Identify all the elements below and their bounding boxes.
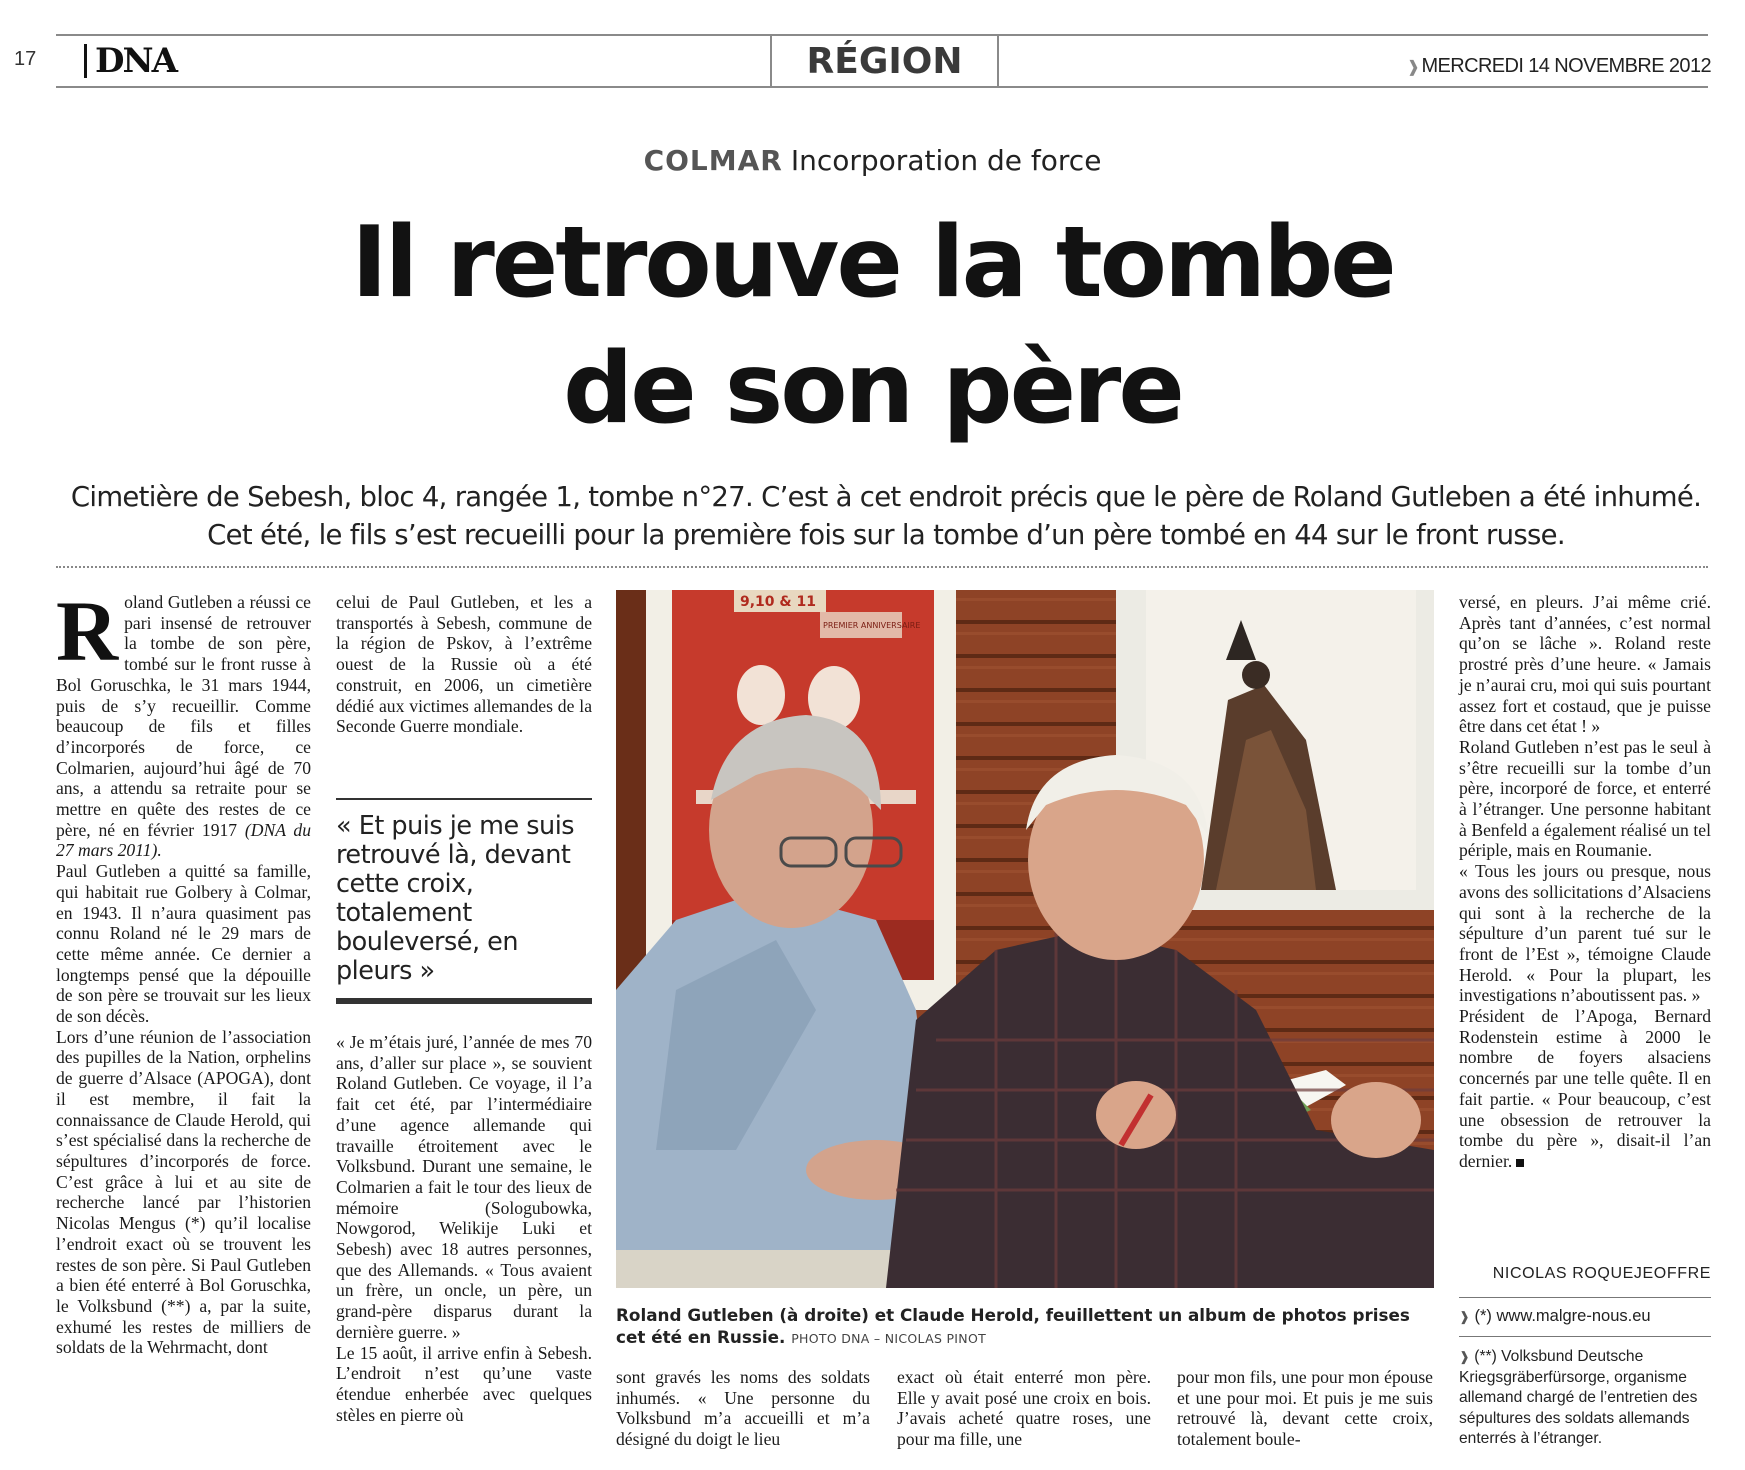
reference: (DNA du 27 mars 2011). <box>56 819 311 861</box>
paragraph: Paul Gutleben a quitté sa famille, qui habitait rue Golbery à Colmar, en 1943. Il n’aura quasiment pas connu Roland né le 29 mars de cette même année. Ce dernier a longtemps pensé que la dépouille de son père se trouvait sur les lieux de son décès. <box>56 861 311 1027</box>
author-signature: NICOLAS ROQUEJEOFFRE <box>1492 1265 1711 1282</box>
headline-line-1: Il retrouve la tombe <box>351 206 1394 320</box>
newspaper-logo: DNA <box>84 44 176 78</box>
body-column-1 <box>56 583 311 1358</box>
arrow-icon: ❱ <box>1459 1309 1470 1324</box>
section-title: RÉGION <box>770 36 999 88</box>
arrow-icon: ❱ <box>1459 1349 1470 1364</box>
paragraph: versé, en pleurs. J’ai même crié. Après tant d’années, c’est normal qu’on se lâche ». Roland reste prostré près d’une heure. « Jamais je n’aurai cru, moi qui suis pourtant assez fort et costaud, que je puisse être dans cet état ! » <box>1459 592 1711 737</box>
pull-quote-text: « Et puis je me suis retrouvé là, devant cette croix, totalement bouleversé, en pleurs » <box>336 811 575 986</box>
paragraph-text: oland Gutleben a réussi ce pari insensé de retrouver la tombe de son père, tombé sur le front russe à Bol Goruschka, le 31 mars 1944, puis de s’y recueillir. Comme beaucoup de fils et filles d’incorporés de force, ce Colmarien, aujourd’hui âgé de 70 ans, a attendu sa retraite pour se mettre en quête des restes de ce père, né en février 1917 <box>56 592 311 840</box>
paragraph <box>56 583 311 861</box>
body-column-3 <box>616 1367 870 1450</box>
note-separator <box>1459 1297 1711 1298</box>
footnote-1 <box>1459 1306 1711 1327</box>
paragraph: exact où était enterré mon père. Elle y avait posé une croix en bois. J’avais acheté quatre roses, une pour ma fille, une <box>897 1367 1151 1450</box>
paragraph <box>1459 1006 1711 1172</box>
paragraph: « Je m’étais juré, l’année de mes 70 ans, d’aller sur place », se souvient Roland Gutleben. Ce voyage, il l’a fait cet été, par l’intermédiaire d’une agence allemande qui travaille étroitement avec le Volksbund. Durant une semaine, le Colmarien a fait le tour des lieux de mémoire (Sologubowka, Nowgorod, Welikije Luki et Sebesh) avec 18 autres personnes, que des Allemands. « Tous avaient un frère, un oncle, un père, un grand-père disparus durant la dernière guerre. » <box>336 1032 592 1342</box>
pull-quote <box>336 798 592 1004</box>
dotted-separator <box>56 566 1708 568</box>
headline-line-2: de son père <box>563 332 1182 446</box>
end-mark-icon <box>1516 1159 1524 1167</box>
footnote-2 <box>1459 1347 1711 1450</box>
article-photo <box>616 590 1434 1288</box>
poster-badge-text: PREMIER ANNIVERSAIRE <box>823 621 921 630</box>
note-separator <box>1459 1336 1711 1337</box>
footnote-text: (**) Volksbund Deutsche Kriegsgräberfürsorge, organisme allemand chargé de l’entretien des sépultures des soldats allemands enterrés à l’étranger. <box>1459 1348 1698 1447</box>
body-column-2-top <box>336 592 592 737</box>
paragraph: sont gravés les noms des soldats inhumés. « Une personne du Volksbund m’a accueilli et m’a désigné du doigt le lieu <box>616 1367 870 1450</box>
page-number: 17 <box>14 48 37 70</box>
poster-date-text: 9,10 & 11 <box>740 594 816 610</box>
kicker-topic: Incorporation de force <box>790 144 1102 177</box>
caption-text: Roland Gutleben (à droite) et Claude Herold, feuillettent un album de photos prises cet été en Russie. <box>616 1305 1410 1347</box>
kicker-place: COLMAR <box>643 144 783 177</box>
photo-caption <box>616 1304 1434 1350</box>
paragraph: « Tous les jours ou presque, nous avons des sollicitations d’Alsaciens qui sont à la recherche de la sépulture d’un parent tué sur le front de l’Est », témoigne Claude Herold. « Pour la plupart, les investigations n’aboutissent pas. » <box>1459 861 1711 1006</box>
arrow-icon: ❱ <box>1406 59 1420 76</box>
footnote-text: (*) www.malgre-nous.eu <box>1474 1307 1651 1325</box>
paragraph: Lors d’une réunion de l’association des pupilles de la Nation, orphelins de guerre d’Alsace (APOGA), dont il est membre, il fait la connaissance de Claude Herold, qui s’est spécialisé dans la recherche de sépultures d’incorporés de force. C’est grâce à lui et au site de recherche lancé par l’historien Nicolas Mengus (*) qu’il localise l’endroit exact où se trouvent les restes de son père. Si Paul Gutleben a bien été enterré à Bol Goruschka, le Volksbund (**) a, par la suite, exhumé les restes de milliers de soldats de la Wehrmacht, dont <box>56 1026 311 1358</box>
drop-cap: R <box>56 583 119 679</box>
body-column-4 <box>897 1367 1151 1450</box>
issue-date-text: MERCREDI 14 NOVEMBRE 2012 <box>1421 55 1711 77</box>
article-kicker <box>0 144 1745 177</box>
photo-illustration <box>616 590 1434 1288</box>
headline <box>0 200 1745 452</box>
paragraph-text: Président de l’Apoga, Bernard Rodenstein estime à 2000 le nombre de foyers alsaciens concernés par une telle quête. Il en fait partie. « Pour beaucoup, c’est une obsession de retrouver la tombe du père », disait-il l’an dernier. <box>1459 1006 1711 1171</box>
body-column-2-bottom <box>336 1032 592 1425</box>
paragraph: celui de Paul Gutleben, et les a transportés à Sebesh, commune de la région de Pskov, à l’extrême ouest de la Russie où a été construit, en 2006, un cimetière dédié aux victimes allemandes de la Seconde Guerre mondiale. <box>336 592 592 737</box>
paragraph: Roland Gutleben n’est pas le seul à s’être recueilli sur la tombe d’un père, incorporé de force, et enterré à l’étranger. Une personne habitant à Benfeld a également réalisé un tel périple, mais en Roumanie. <box>1459 736 1711 861</box>
paragraph: pour mon fils, une pour mon épouse et une pour moi. Et puis je me suis retrouvé là, devant cette croix, totalement boule- <box>1177 1367 1433 1450</box>
issue-date <box>1407 55 1711 78</box>
paragraph: Le 15 août, il arrive enfin à Sebesh. L’endroit n’est qu’une vaste étendue enherbée avec quelques stèles en pierre où <box>336 1342 592 1425</box>
body-column-5 <box>1177 1367 1433 1450</box>
article-deck: Cimetière de Sebesh, bloc 4, rangée 1, tombe n°27. C’est à cet endroit précis que le père de Roland Gutleben a été inhumé. Cet été, le fils s’est recueilli pour la première fois sur la tombe d’un père tombé en 44 sur le front russe. <box>70 481 1702 551</box>
photo-credit: PHOTO DNA – NICOLAS PINOT <box>791 1331 987 1346</box>
body-column-6 <box>1459 592 1711 1172</box>
